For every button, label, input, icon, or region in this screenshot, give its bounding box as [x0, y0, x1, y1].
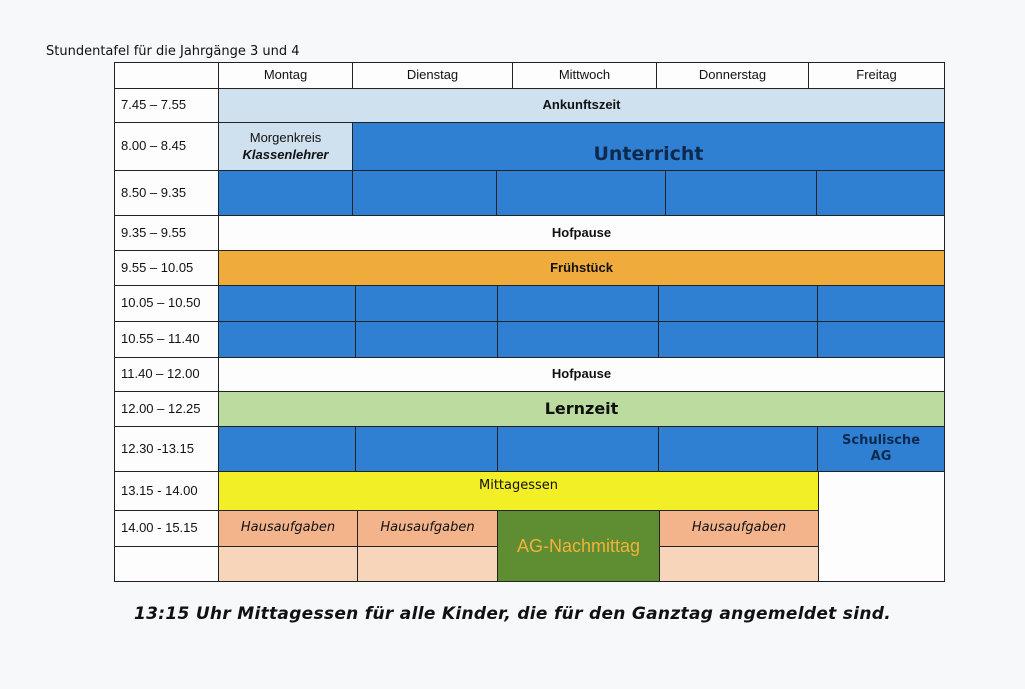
time-cell: 12.00 – 12.25 — [114, 391, 219, 427]
time-cell: 12.30 -13.15 — [114, 426, 219, 472]
lesson-cell — [658, 426, 818, 472]
lesson-cell — [658, 285, 818, 322]
time-cell: 14.00 - 15.15 — [114, 510, 219, 547]
lesson-cell — [665, 170, 817, 216]
time-cell: 10.55 – 11.40 — [114, 321, 219, 358]
time-cell: 11.40 – 12.00 — [114, 357, 219, 392]
lesson-cell — [218, 285, 356, 322]
lesson-cell — [218, 170, 353, 216]
block-unterricht — [352, 122, 945, 171]
corner-cell — [114, 62, 219, 89]
block-lernzeit: Lernzeit — [218, 391, 945, 427]
lesson-cell — [218, 321, 356, 358]
footer-note: 13:15 Uhr Mittagessen für alle Kinder, die für den Ganztag angemeldet sind. — [134, 604, 891, 624]
lesson-cell — [497, 426, 659, 472]
block-morgenkreis — [218, 122, 353, 171]
time-cell: 7.45 – 7.55 — [114, 88, 219, 123]
header-freitag: Freitag — [808, 62, 945, 89]
time-cell — [114, 546, 219, 582]
lesson-cell — [497, 285, 659, 322]
time-cell: 13.15 - 14.00 — [114, 471, 219, 511]
time-cell: 10.05 – 10.50 — [114, 285, 219, 322]
header-montag: Montag — [218, 62, 353, 89]
lesson-cell — [816, 170, 945, 216]
block-hausaufgaben: Hausaufgaben — [218, 510, 358, 547]
block-hausaufgaben: Hausaufgaben — [659, 510, 819, 547]
lesson-cell — [817, 285, 945, 322]
time-cell: 8.00 – 8.45 — [114, 122, 219, 171]
lesson-cell — [496, 170, 666, 216]
lesson-cell — [352, 170, 497, 216]
lesson-cell — [355, 426, 498, 472]
time-cell: 8.50 – 9.35 — [114, 170, 219, 216]
morgenkreis-label: Morgenkreis — [249, 130, 322, 146]
time-cell: 9.35 – 9.55 — [114, 215, 219, 251]
lesson-cell — [218, 426, 356, 472]
block-ag-nachmittag: AG-Nachmittag — [497, 510, 660, 582]
time-cell: 9.55 – 10.05 — [114, 250, 219, 286]
lesson-cell — [817, 321, 945, 358]
empty-cell — [357, 546, 498, 582]
empty-cell — [818, 471, 945, 582]
block-mittagessen: Mittagessen — [218, 471, 819, 511]
header-dienstag: Dienstag — [352, 62, 513, 89]
timetable — [114, 62, 945, 582]
empty-cell — [218, 546, 358, 582]
block-ankunftszeit: Ankunftszeit — [218, 88, 945, 123]
lesson-cell — [355, 285, 498, 322]
header-mittwoch: Mittwoch — [512, 62, 657, 89]
lesson-cell — [497, 321, 659, 358]
klassenlehrer-label: Klassenlehrer — [242, 146, 329, 162]
lesson-cell — [355, 321, 498, 358]
block-fruehstueck: Frühstück — [218, 250, 945, 286]
block-schulische-ag: Schulische AG — [817, 426, 945, 472]
lesson-cell — [658, 321, 818, 358]
block-hofpause-2: Hofpause — [218, 357, 945, 392]
unterricht-label: Unterricht — [593, 143, 704, 166]
header-donnerstag: Donnerstag — [656, 62, 809, 89]
empty-cell — [659, 546, 819, 582]
block-hofpause-1: Hofpause — [218, 215, 945, 251]
block-hausaufgaben: Hausaufgaben — [357, 510, 498, 547]
table-caption: Stundentafel für die Jahrgänge 3 und 4 — [46, 44, 300, 59]
